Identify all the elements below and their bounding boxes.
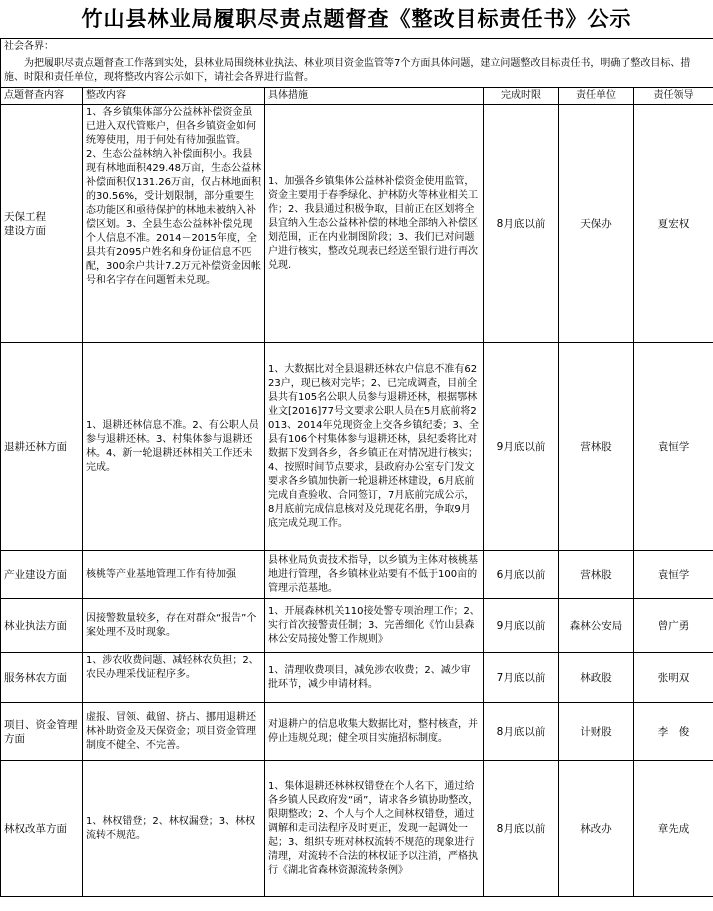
- row-area: 林权改革方面: [1, 761, 83, 897]
- row-measures: 1、大数据比对全县退耕还林农户信息不准有6223户，现已核对完毕；2、已完成调查，目前全县共有105名公职人员参与退耕还林，根据鄂林业文[2016]77号文要求公职人员在5月底前将2013、2014年兑现资金上交各乡镇纪委；3、全县有106个村集体参与退耕还林，县纪委将比对数据下发到各乡，各乡镇正在对情况进行核实；4、按照时间节点要求，县政府办公室专门发文要求各乡镇加快新一轮退耕还林建设，6月底前完成自查验收、合同签订，7月底前完成公示，8月底前完成信息核对及兑现花名册，争取9月底完成兑现工作。: [265, 343, 484, 551]
- header-unit: 责任单位: [559, 88, 634, 105]
- row-unit: 森林公安局: [559, 599, 634, 653]
- row-measures: 1、清理收费项目，减免涉农收费；2、减少审批环节，减少申请材料。: [265, 653, 484, 703]
- table-row: [1, 551, 713, 599]
- header-content: 整改内容: [83, 88, 265, 105]
- row-leader: 曾广勇: [634, 599, 713, 653]
- table-row: [1, 703, 713, 761]
- header-leader: 责任领导: [634, 88, 713, 105]
- row-area: 天保工程 建设方面: [1, 105, 83, 343]
- table-row: [1, 761, 713, 897]
- row-measures: 1、加强各乡镇集体公益林补偿资金使用监管，资金主要用于春季绿化、护林防火等林业相关工作；2、我县通过积极争取，目前正在区划将全县宜纳入生态公益林补偿的林地全部纳入补偿区划范围，正在内业制图阶段；3、我们已对问题户进行核实，整改兑现表已经送至银行进行再次兑现.: [265, 105, 484, 343]
- row-unit: 营林股: [559, 551, 634, 599]
- row-leader: 章先成: [634, 761, 713, 897]
- row-content: 1、林权错登；2、林权漏登；3、林权流转不规范。: [83, 761, 265, 897]
- row-unit: 林改办: [559, 761, 634, 897]
- row-deadline: 8月底以前: [484, 761, 559, 897]
- row-content: 1、退耕还林信息不准。2、有公职人员参与退耕还林。3、村集体参与退耕还林。4、新一轮退耕还林相关工作还未完成。: [83, 343, 265, 551]
- row-area: 项目、资金管理方面: [1, 703, 83, 761]
- row-unit: 计财股: [559, 703, 634, 761]
- row-deadline: 8月底以前: [484, 703, 559, 761]
- header-deadline: 完成时限: [484, 88, 559, 105]
- header-measures: 具体措施: [265, 88, 484, 105]
- row-unit: 天保办: [559, 105, 634, 343]
- row-area: 服务林农方面: [1, 653, 83, 703]
- row-measures: 1、开展森林机关110接处警专项治理工作；2、实行首次接警责任制；3、完善细化《竹山县森林公安局接处警工作规则》: [265, 599, 484, 653]
- row-area: 产业建设方面: [1, 551, 83, 599]
- greeting: 社会各界：: [1, 39, 713, 56]
- row-measures: 对退耕户的信息收集大数据比对，整村核查，并停止违规兑现；健全项目实施招标制度。: [265, 703, 484, 761]
- rectification-table: [0, 38, 713, 897]
- row-content: 因接警数量较多，存在对群众“报告”个案处理不及时现象。: [83, 599, 265, 653]
- row-measures: 1、集体退耕还林林权错登在个人名下，通过给各乡镇人民政府发“函”，请求各乡镇协助整改，限期整改；2、个人与个人之间林权错登，通过调解和走司法程序及时更正，发现一起调处一起；3、组织专班对林权流转不规范的现象进行清理，对流转不合法的林权证予以注消，严格执行《湖北省森林资源流转条例》: [265, 761, 484, 897]
- page-title: 竹山县林业局履职尽责点题督查《整改目标责任书》公示: [81, 7, 632, 31]
- header-area: 点题督查内容: [1, 88, 83, 105]
- row-deadline: 9月底以前: [484, 343, 559, 551]
- row-unit: 林政股: [559, 653, 634, 703]
- row-deadline: 6月底以前: [484, 551, 559, 599]
- row-content: 核桃等产业基地管理工作有待加强: [83, 551, 265, 599]
- row-unit: 营林股: [559, 343, 634, 551]
- row-leader: 袁恒学: [634, 551, 713, 599]
- table-row: [1, 653, 713, 703]
- row-leader: 袁恒学: [634, 343, 713, 551]
- row-content: 1、各乡镇集体部分公益林补偿资金虽已进入双代管账户，但各乡镇资金如何统筹使用，用于何处有待加强监管。2、生态公益林纳入补偿面积小。我县现有林地面积429.48万亩，生态公益林补偿面积仅131.26万亩，仅占林地面积的30.56%，受计划限制，部分重要生态功能区和亟待保护的林地未被纳入补偿区划。3、全县生态公益林补偿兑现个人信息不准。2014－2015年度，全县共有2095户姓名和身份证信息不匹配，300余户共计7.2万元补偿资金因帐号和名字存在问题暂未兑现。: [83, 105, 265, 343]
- table-row: [1, 599, 713, 653]
- table-header-row: [1, 88, 713, 105]
- row-leader: 夏宏权: [634, 105, 713, 343]
- table-row: [1, 105, 713, 343]
- row-measures: 县林业局负责技术指导，以乡镇为主体对核桃基地进行管理，各乡镇林业站要有不低于100亩的管理示范基地。: [265, 551, 484, 599]
- intro-paragraph: 为把履职尽责点题督查工作落到实处，县林业局围绕林业执法、林业项目资金监管等7个方面具体问题，建立问题整改目标责任书，明确了整改目标、措施、时限和责任单位，现将整改内容公示如下，请社会各界进行监督。: [1, 55, 713, 88]
- row-area: 林业执法方面: [1, 599, 83, 653]
- row-content: 1、涉农收费问题、减轻林农负担；2、农民办理采伐证程序多。: [83, 653, 265, 703]
- row-area: 退耕还林方面: [1, 343, 83, 551]
- table-row: [1, 343, 713, 551]
- row-deadline: 8月底以前: [484, 105, 559, 343]
- row-leader: 李 俊: [634, 703, 713, 761]
- row-leader: 张明双: [634, 653, 713, 703]
- row-content: 虚报、冒领、截留、挤占、挪用退耕还林补助资金及天保资金；项目资金管理制度不健全、不完善。: [83, 703, 265, 761]
- row-deadline: 7月底以前: [484, 653, 559, 703]
- row-deadline: 9月底以前: [484, 599, 559, 653]
